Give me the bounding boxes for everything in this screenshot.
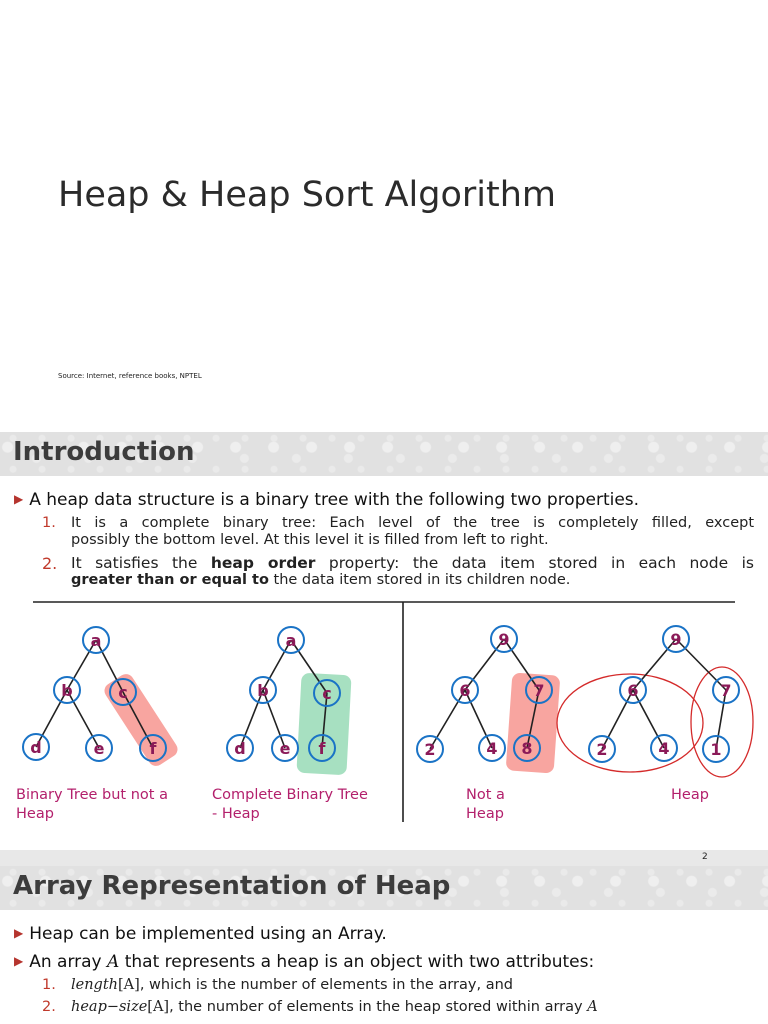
page-number: 2 [702, 852, 708, 862]
item-text: property: the data item stored in each node is [315, 554, 754, 572]
math-bracket: [A] [118, 977, 140, 993]
caption-complete-binary-tree [212, 786, 368, 824]
slide-banner [0, 866, 768, 910]
item-bold: greater than or equal to [71, 572, 269, 588]
item-line: possibly the bottom level. At this level it is filled from left to right. [71, 532, 549, 548]
tree-node-label: d [234, 739, 246, 758]
slide-banner [0, 432, 768, 476]
attribute-item-1 [42, 977, 754, 994]
tree-node-label: c [322, 684, 332, 703]
item-text: , which is the number of elements in the array, and [139, 977, 513, 993]
math-var: A [107, 952, 120, 972]
property-item-1 [42, 515, 754, 549]
caption-line: Heap [16, 806, 54, 822]
tree-node-label: f [318, 739, 326, 758]
array-representation-slide [0, 866, 768, 1024]
property-item-2 [42, 554, 754, 589]
tree-node-label: 4 [658, 739, 670, 758]
bullet-arrow-icon: ▶ [14, 954, 24, 968]
item-line: It is a complete binary tree: Each level of the tree is completely filled, except [71, 515, 754, 531]
item-bold: heap order [210, 554, 316, 572]
source-note: Source: Internet, reference books, NPTEL [58, 372, 202, 380]
item-text: the data item stored in its children node. [268, 572, 571, 588]
caption-line: Heap [466, 806, 504, 822]
tree-node-label: 6 [627, 681, 639, 700]
caption-line: - Heap [212, 806, 260, 822]
item-number: 2. [42, 554, 58, 573]
tree-node-label: 9 [498, 630, 510, 649]
tree-node-label: 6 [459, 681, 471, 700]
title-slide [0, 0, 768, 432]
math-term: length [71, 977, 119, 993]
bullet-text: that represents a heap is an object with two attributes: [119, 952, 595, 972]
item-line [71, 555, 754, 572]
item-text: It satisfies the [71, 554, 211, 572]
tree-node-label: a [285, 631, 297, 650]
item-text: , the number of elements in the heap stored within array [169, 999, 588, 1015]
tree-node-label: 4 [486, 739, 498, 758]
caption-not-a-heap [466, 786, 505, 824]
item-number: 1. [42, 977, 56, 993]
bullet-arrow-icon: ▶ [14, 926, 24, 940]
bullet-attributes [14, 952, 594, 972]
tree-node-label: e [279, 739, 291, 758]
math-var: A [587, 999, 598, 1015]
math-term: heap−size [71, 999, 148, 1015]
item-line [71, 572, 754, 589]
tree-node-label: 2 [424, 740, 436, 759]
caption-line: Complete Binary Tree [212, 787, 368, 803]
tree-node-label: 2 [596, 740, 608, 759]
bullet-text: An array [29, 952, 108, 972]
slide-heading: Array Representation of Heap [13, 871, 451, 901]
tree-node-label: 1 [710, 740, 722, 759]
slide-separator [0, 850, 768, 866]
slide-heading: Introduction [13, 437, 195, 467]
tree-node-label: c [118, 683, 128, 702]
slide-title: Heap & Heap Sort Algorithm [58, 175, 556, 215]
tree-node-label: e [93, 739, 105, 758]
math-bracket: [A] [147, 999, 170, 1015]
caption-heap [671, 786, 709, 805]
tree-node-label: a [90, 631, 102, 650]
bullet-arrow-icon: ▶ [14, 492, 24, 506]
tree-node-label: 9 [670, 630, 682, 649]
bullet-text: Heap can be implemented using an Array. [29, 924, 387, 944]
item-number: 2. [42, 999, 56, 1015]
bullet-text: A heap data structure is a binary tree with the following two properties. [29, 490, 640, 510]
bullet-heap-definition [14, 490, 639, 510]
caption-binary-tree [16, 786, 168, 824]
tree-node-label: b [257, 681, 269, 700]
item-number: 1. [42, 515, 56, 531]
caption-line: Not a [466, 787, 505, 803]
attribute-item-2 [42, 999, 754, 1016]
tree-node-label: 7 [533, 681, 545, 700]
tree-node-label: f [149, 739, 157, 758]
tree-node-label: 7 [720, 681, 732, 700]
bullet-array [14, 924, 387, 944]
caption-line: Binary Tree but not a [16, 787, 168, 803]
introduction-slide [0, 432, 768, 850]
tree-node-label: d [30, 738, 42, 757]
tree-node-label: 8 [521, 739, 533, 758]
tree-node-label: b [61, 681, 73, 700]
caption-line: Heap [671, 787, 709, 803]
